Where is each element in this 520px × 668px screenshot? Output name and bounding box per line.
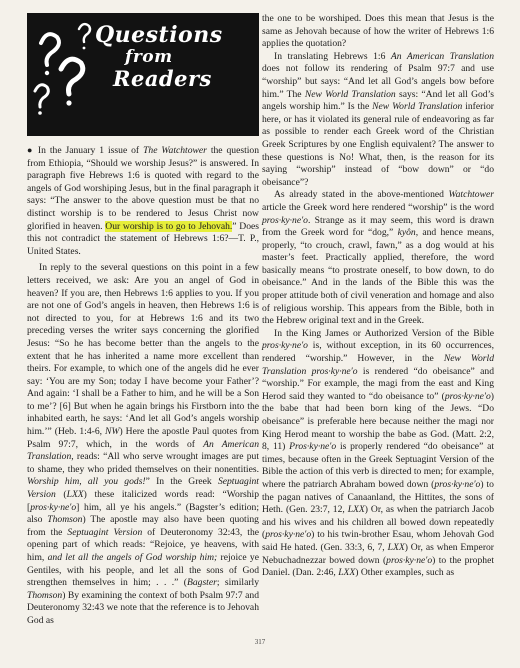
questions-from-readers-banner [27,13,259,136]
right-column [262,13,494,580]
answer-paragraph-3: As already stated in the above-mentioned Watchtower article the Greek word here rendered “worship” is the word pros·ky·ne′o. Strange as it may seem, this word is drawn from the Greek word for “dog,” kyôn, and hence means, properly, “to crouch, crawl, fawn,” as a dog would at his master’s feet. Practically applied, therefore, the word basically means “to prostrate oneself, to bow down, to do obeisance.” And in the lands of the Bible this was the proper attitude both of civil veneration and homage and also of religious worship. This appears from the Bible, both in the Hebrew original text and in the Greek. [262,189,494,327]
question-paragraph: ● In the January 1 issue of The Watchtower the question from Ethiopia, “Should we worship Jesus?” is answered. In paragraph five Hebrews 1:6 is quoted with regard to the angels of God worshiping Jesus, but in the final paragraph it says: “The answer to the above question must be that no distinct worship is to be rendered to Jesus Christ now glorified in heaven. Our worship is to go to Jehovah.” Does this not contradict the statement of Hebrews 1:6?—T. P., United States. [27,145,260,257]
banner-title-line-1: Questions [95,22,223,48]
continued-paragraph: the one to be worshiped. Does this mean that Jesus is the same as Jehovah because of how the writer of Hebrews 1:6 applies the quotation? [262,13,494,50]
answer-paragraph-2: In translating Hebrews 1:6 An American Translation does not follow its rendering of Psalm 97:7 and use “worship” but says: “And let all God’s angels bow before him.” The New World Translation says: “And let all God’s angels worship him.” Is the New World Translation inferior here, or has it violated its general rule of endeavoring as far as possible to render each Greek word of the Christian Greek Scriptures by one English equivalent? The answer to these questions is No! What, then, is the reason for its saying “worship” instead of “bow down” or “do obeisance”? [262,50,494,188]
answer-paragraph-4: In the King James or Authorized Version of the Bible pros·ky·ne′o is, without exception, in its 60 occurrences, rendered “worship.” However, in the New World Translation pros·ky·ne′o is rendered “do obeisance” and “worship.” For example, the magi from the east and King Herod said they wanted to “do obeisance to” (pros·ky·ne′o) the babe that had been born king of the Jews. “Do obeisance” is preferable here because neither the magi nor King Herod meant to worship the babe as God. (Matt. 2:2, 8, 11) Pros·ky·ne′o is properly rendered “do obeisance” at times, because often in the Greek Septuagint Version of the Bible the action of this verb is directed to men; for example, where the patriarch Abraham bowed down (pros·ky·ne′o) to the pagan natives of Canaanland, the Hittites, the sons of Heth. (Gen. 23:7, 12, LXX) Or, as when the patriarch Jacob and his wives and his children all bowed down repeatedly (pros·ky·ne′o) to his twin-brother Esau, whom Jehovah God said He hated. (Gen. 33:3, 6, 7, LXX) Or, as when Emperor Nebuchadnezzar bowed down (pros·ky·ne′o) to the prophet Daniel. (Dan. 2:46, LXX) Other examples, such as [262,327,495,579]
answer-paragraph-1: In reply to the several questions on this point in a few letters received, we ask: Are you an angel of God in heaven? If you are, then Hebrews 1:6 applies to you. If you are not one of God’s angels in heaven, then Hebrews 1:6 is not directed to you, for at Hebrews 1:6 and its two preceding verses the writer says concerning the glorified Jesus: “So he has become better than the angels to the extent that he has inherited a name more excellent than theirs. For example, to which one of the angels did he ever say: ‘You are my Son; today I have become your Father’? And again: ‘I shall be a Father to him, and he will be a Son to me’? [6] But when he again brings his Firstborn into the inhabited earth, he says: ‘And let all God’s angels worship him.’” (Heb. 1:4-6, NW) Here the apostle Paul quotes from Psalm 97:7, which, in the words of An American Translation, reads: “All who serve wrought images are put to shame, they who prided themselves on their nonentities. Worship him, all you gods!” In the Greek Septuagint Version (LXX) these italicized words read: “Worship [pros·ky·ne′o] him, all ye his angels.” (Bagster’s edition; also Thomson) The apostle may also have been quoting from the Septuagint Version of Deuteronomy 32:43, the opening part of which reads: “Rejoice, ye heavens, with him, and let all the angels of God worship him; rejoice ye Gentiles, with his people, and let all the sons of God strengthen themselves in him; . . .” (Bagster; similarly Thomson) By examining the context of both Psalm 97:7 and Deuteronomy 32:43 we note that the reference is to Jehovah God as [27,262,260,626]
highlighted-sentence: Our worship is to go to Jehovah. [105,220,233,232]
banner-title-line-3: Readers [113,66,212,91]
bullet-icon: ● [27,145,34,155]
page-number: 317 [254,638,266,646]
banner-title-line-2: from [125,47,173,67]
banner-title [95,23,255,91]
left-column [27,13,259,628]
